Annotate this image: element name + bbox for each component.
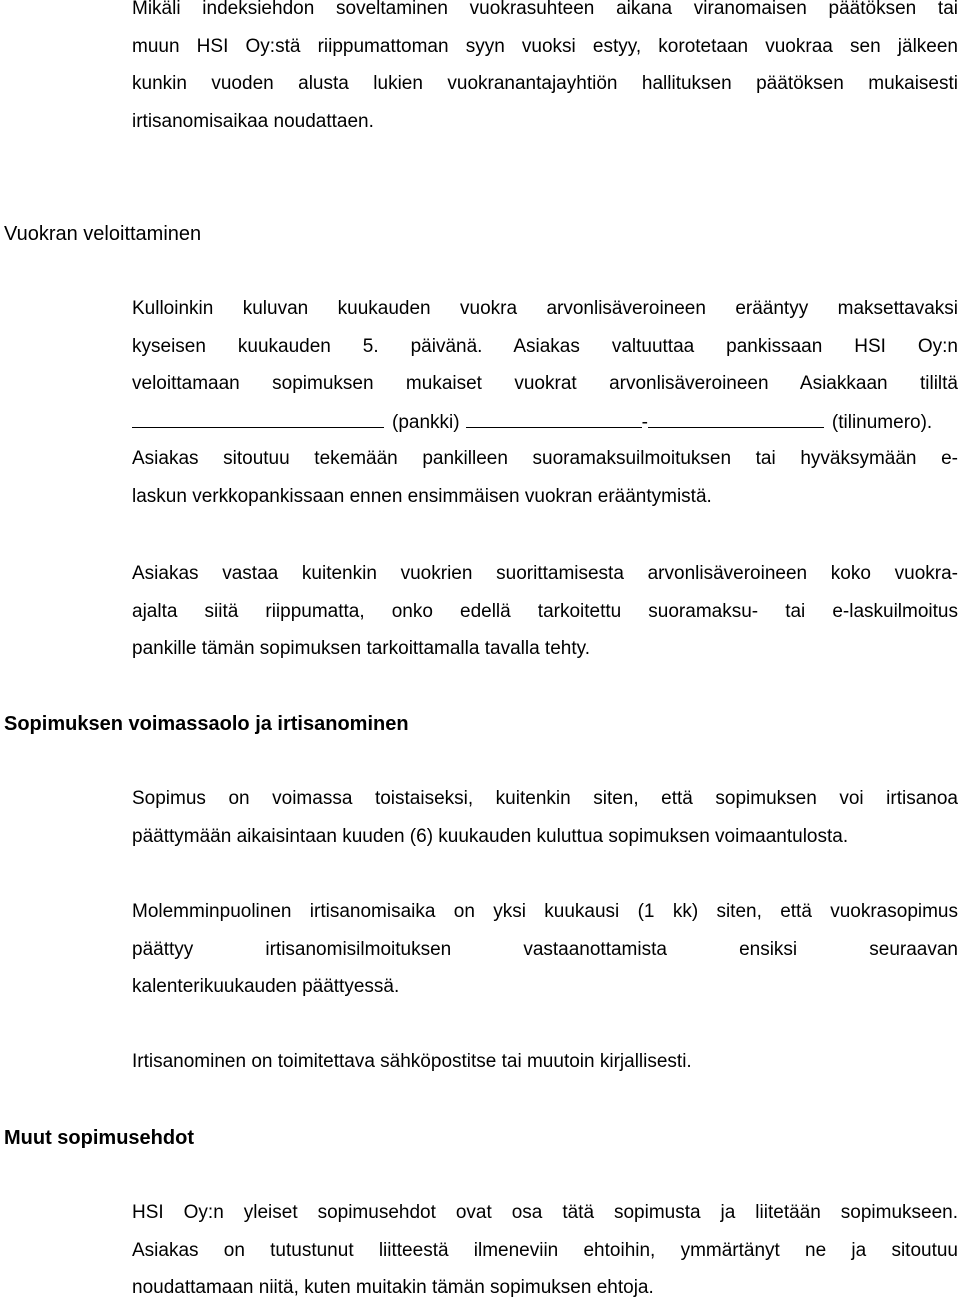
paragraph-rent-liability [132, 555, 958, 668]
text-line: Asiakas sitoutuu tekemään pankilleen suoramaksuilmoituksen tai hyväksymään e- [132, 448, 958, 469]
text-line: Asiakas vastaa kuitenkin vuokrien suorittamisesta arvonlisäveroineen koko vuokra- [132, 563, 958, 584]
bank-label: (pankki) [392, 411, 460, 433]
paragraph-termination-form [132, 1043, 958, 1081]
text-line: Mikäli indeksiehdon soveltaminen vuokrasuhteen aikana viranomaisen päätöksen tai [132, 0, 958, 19]
text-line: päättymään aikaisintaan kuuden (6) kuukauden kuluttua sopimuksen voimaantulosta. [132, 825, 849, 847]
text-line: kunkin vuoden alusta lukien vuokranantajayhtiön hallituksen päätöksen mukaisesti [132, 73, 958, 94]
text-line: ajalta siitä riippumatta, onko edellä tarkoitettu suoramaksu- tai e-laskuilmoitus [132, 600, 958, 622]
text-line: päättyy irtisanomisilmoituksen vastaanottamista ensiksi seuraavan [132, 938, 958, 960]
section-heading-other-terms: Muut sopimusehdot [4, 1127, 194, 1149]
text-line: kalenterikuukauden päättyessä. [132, 976, 400, 997]
paragraph-notice-period [132, 893, 958, 1006]
account-number-blank [648, 403, 824, 428]
bank-name-blank [132, 403, 384, 428]
text-line: Molemminpuolinen irtisanomisaika on yksi kuukausi (1 kk) siten, että vuokrasopimus [132, 901, 958, 922]
paragraph-index-clause [132, 0, 958, 140]
text-line: veloittamaan sopimuksen mukaiset vuokrat arvonlisäveroineen Asiakkaan tililtä [132, 373, 958, 394]
section-heading-validity-termination: Sopimuksen voimassaolo ja irtisanominen [4, 713, 409, 735]
paragraph-rent-billing [132, 290, 958, 515]
paragraph-validity [132, 780, 958, 855]
section-heading-rent-billing: Vuokran veloittaminen [4, 223, 202, 245]
paragraph-other-terms [132, 1194, 958, 1307]
text-line: noudattamaan niitä, kuten muitakin tämän sopimuksen ehtoja. [132, 1277, 654, 1298]
text-line: Sopimus on voimassa toistaiseksi, kuitenkin siten, että sopimuksen voi irtisanoa [132, 788, 958, 809]
bank-account-fill-line [132, 403, 958, 441]
text-line: laskun verkkopankissaan ennen ensimmäisen vuokran erääntymistä. [132, 485, 712, 507]
account-prefix-blank [466, 403, 642, 428]
dash-separator: - [641, 411, 648, 433]
text-line: Kulloinkin kuluvan kuukauden vuokra arvonlisäveroineen erääntyy maksettavaksi [132, 298, 958, 319]
text-line: HSI Oy:n yleiset sopimusehdot ovat osa tätä sopimusta ja liitetään sopimukseen. [132, 1202, 958, 1223]
text-line: muun HSI Oy:stä riippumattoman syyn vuoksi estyy, korotetaan vuokraa sen jälkeen [132, 35, 958, 57]
text-line: irtisanomisaikaa noudattaen. [132, 110, 374, 132]
text-line: kyseisen kuukauden 5. päivänä. Asiakas valtuuttaa pankissaan HSI Oy:n [132, 335, 958, 357]
text-line: Irtisanominen on toimitettava sähköpostitse tai muutoin kirjallisesti. [132, 1051, 692, 1072]
text-line: pankille tämän sopimuksen tarkoittamalla tavalla tehty. [132, 638, 590, 659]
text-line: Asiakas on tutustunut liitteestä ilmeneviin ehtoihin, ymmärtänyt ne ja sitoutuu [132, 1239, 958, 1261]
account-label: (tilinumero). [831, 411, 933, 433]
